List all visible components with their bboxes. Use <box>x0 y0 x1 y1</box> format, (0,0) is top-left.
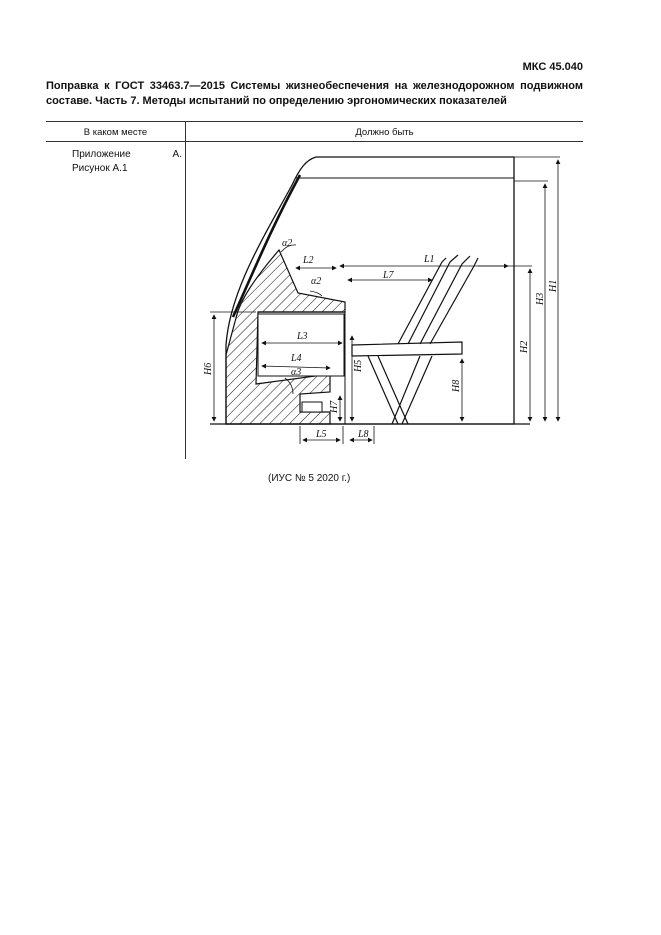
issue-reference: (ИУС № 5 2020 г.) <box>268 473 351 484</box>
label-H8: H8 <box>451 379 462 392</box>
column-header-should-be: Должно быть <box>355 127 414 138</box>
label-L7: L7 <box>383 270 394 281</box>
amendment-title: Поправка к ГОСТ 33463.7—2015 Системы жизнеобеспечения на железнодорожном подвижном составе. Часть 7. Методы испытаний по определению эргономических показателей <box>46 80 583 107</box>
classification-code: МКС 45.040 <box>522 61 583 73</box>
label-alpha2: α2 <box>282 238 293 249</box>
column-header-place: В каком месте <box>83 127 148 138</box>
label-H2: H2 <box>519 340 530 353</box>
label-alpha3: α3 <box>291 367 302 378</box>
label-H1: H1 <box>548 279 559 292</box>
label-H7: H7 <box>329 400 340 413</box>
label-alpha2-second: α2 <box>311 276 322 287</box>
label-H5: H5 <box>353 359 364 372</box>
label-L3: L3 <box>297 331 308 342</box>
place-cell: Приложение А. Рисунок А.1 <box>72 149 182 174</box>
label-L2: L2 <box>303 255 314 266</box>
label-L8: L8 <box>358 429 369 440</box>
label-L4: L4 <box>291 353 302 364</box>
label-L1: L1 <box>424 254 435 265</box>
label-H3: H3 <box>535 292 546 305</box>
label-L5: L5 <box>316 429 327 440</box>
label-H6: H6 <box>203 362 214 375</box>
